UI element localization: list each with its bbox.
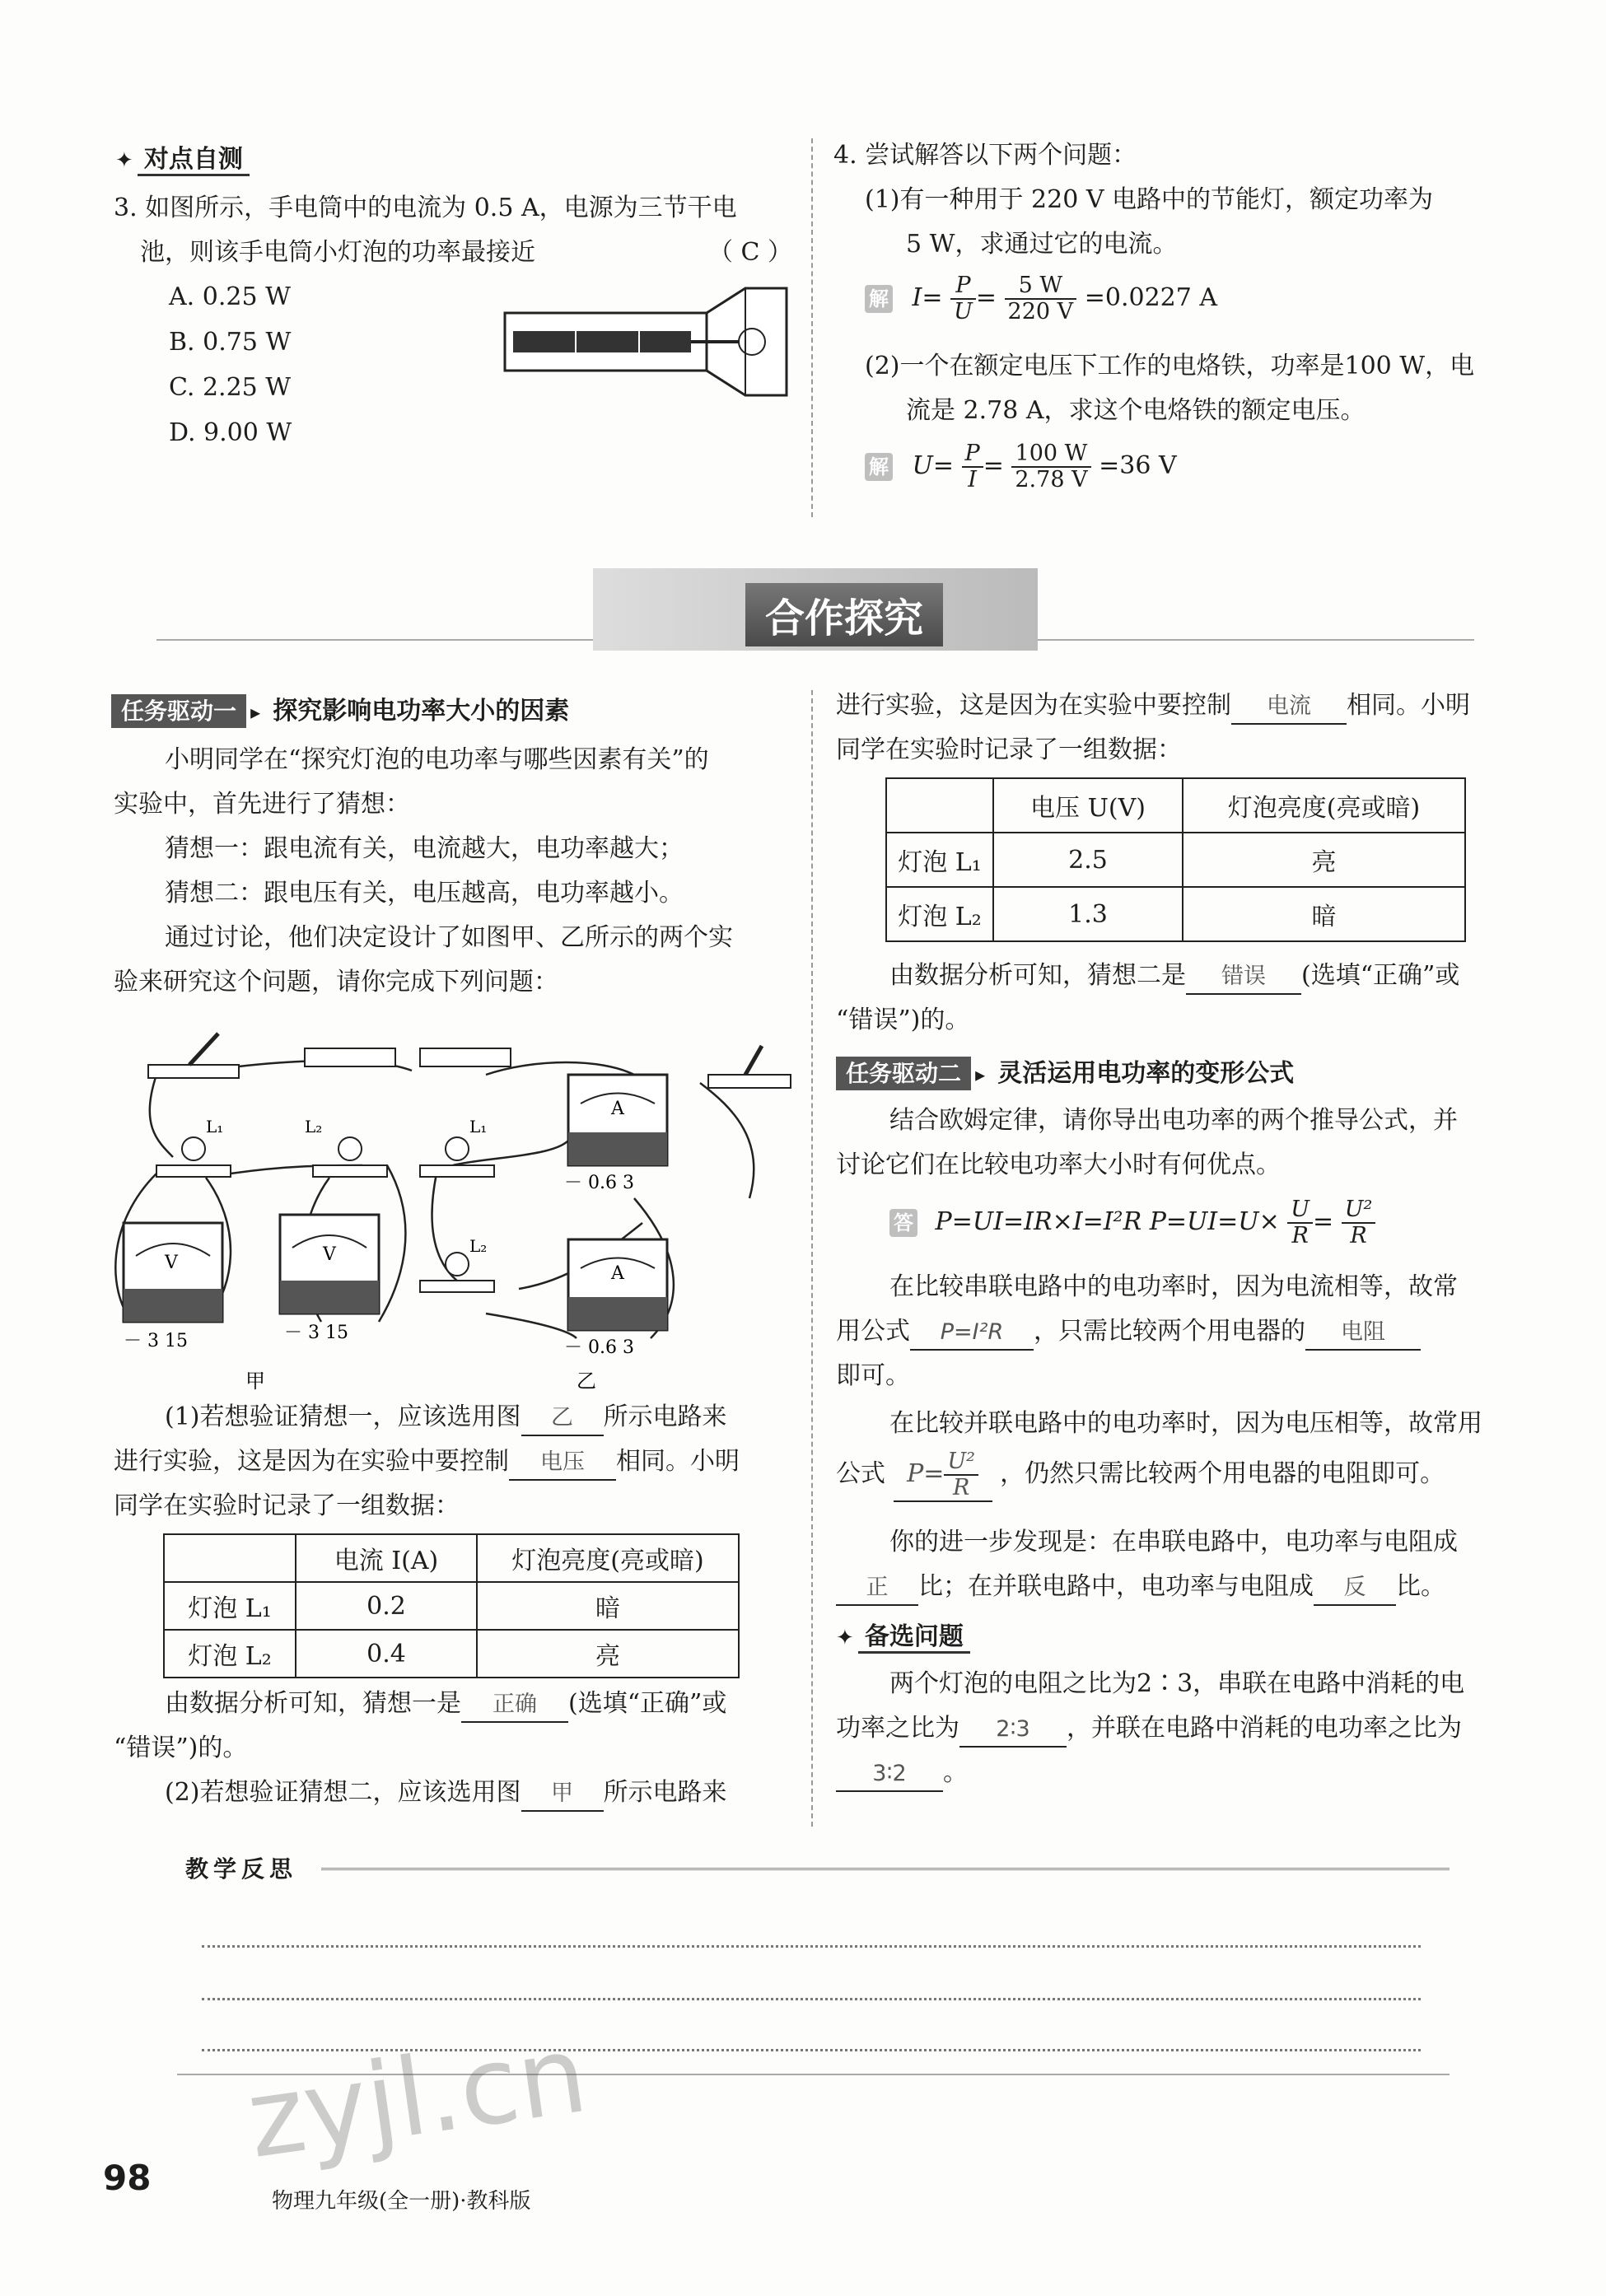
table-row: 电流 I(A) 灯泡亮度(亮或暗) xyxy=(164,1534,739,1582)
task2-line2: 讨论它们在比较电功率大小时有何优点。 xyxy=(836,1150,1281,1179)
da-badge: 答 xyxy=(889,1209,917,1237)
q1-blank-guess1[interactable]: 正确 xyxy=(461,1688,568,1723)
column-divider-bottom xyxy=(811,690,813,1827)
task1-line4: 猜想二：跟电压有关，电压越高，电功率越小。 xyxy=(165,879,684,908)
task2-label: 任务驱动二 xyxy=(836,1057,971,1090)
backup-line1: 两个灯泡的电阻之比为2∶3，串联在电路中消耗的电 xyxy=(889,1669,1465,1698)
self-test-tag xyxy=(115,138,250,175)
option-c: C. 2.25 W xyxy=(169,373,292,402)
q1-blank-control[interactable]: 电压 xyxy=(509,1446,616,1481)
svg-text:A: A xyxy=(611,1263,624,1284)
banner-title: 合作探究 xyxy=(745,583,943,646)
column-divider-top xyxy=(811,138,813,517)
svg-text:－ 0.6 3: － 0.6 3 xyxy=(564,1337,634,1358)
blank-series-compare[interactable]: 电阻 xyxy=(1305,1316,1421,1351)
sol1-result: =0.0227 A xyxy=(1084,283,1218,312)
label-l2-yi: L₂ xyxy=(469,1236,488,1256)
svg-text:－ 0.6 3: － 0.6 3 xyxy=(564,1173,634,1193)
r-line2: 同学在实验时记录了一组数据： xyxy=(836,735,1182,764)
task1-line6: 验来研究这个问题，请你完成下列问题： xyxy=(114,968,558,996)
q3-line2: 池，则该手电筒小灯泡的功率最接近 xyxy=(140,238,535,267)
finding-line1: 你的进一步发现是：在串联电路中，电功率与电阻成 xyxy=(889,1528,1458,1556)
table-row: 电压 U(V) 灯泡亮度(亮或暗) xyxy=(886,778,1465,833)
bulb-l1-yi xyxy=(420,1137,494,1177)
fig-label-jia: 甲 xyxy=(245,1370,265,1393)
task2-title: 灵活运用电功率的变形公式 xyxy=(997,1059,1295,1088)
formula-frac2: $\frac{\text{U²}}{R}$ xyxy=(1342,1197,1376,1248)
q1-blank-figure[interactable]: 乙 xyxy=(521,1402,604,1436)
table-row: 灯泡 L₂ 1.3 暗 xyxy=(886,887,1465,941)
table-row: 灯泡 L₂ 0.4 亮 xyxy=(164,1630,739,1678)
blank-series-relation[interactable]: 正 xyxy=(836,1571,918,1606)
reflection-rule xyxy=(321,1868,1450,1870)
fig-label-yi: 乙 xyxy=(577,1370,596,1393)
q2-blank-figure[interactable]: 甲 xyxy=(521,1777,604,1812)
parallel-line1: 在比较并联电路中的电功率时，因为电压相等，故常用 xyxy=(889,1409,1482,1438)
task2-header xyxy=(836,1052,1294,1089)
q1-line1: (1)若想验证猜想一，应该选用图 乙 所示电路来 xyxy=(165,1395,727,1440)
option-d: D. 9.00 W xyxy=(169,418,292,447)
table-row: 灯泡 L₁ 0.2 暗 xyxy=(164,1582,739,1630)
jie-badge: 解 xyxy=(865,285,893,313)
parallel-line2: 公式 P= $\frac{\text{U²}}{R}$ ，仍然只需比较两个用电器的电阻即可。 xyxy=(836,1449,1445,1500)
task1-label: 任务驱动一 xyxy=(111,694,246,728)
task1-title: 探究影响电功率大小的因素 xyxy=(273,697,570,726)
task1-line1: 小明同学在“探究灯泡的电功率与哪些因素有关”的 xyxy=(165,745,709,774)
svg-text:V: V xyxy=(165,1253,178,1273)
self-test-title: 对点自测 xyxy=(138,145,250,176)
r-line1: 进行实验，这是因为在实验中要控制 电流 相同。小明 xyxy=(836,684,1470,728)
sparkle-icon: ✦ xyxy=(836,1626,854,1650)
bulb-l2-yi xyxy=(420,1253,494,1292)
task1-line2: 实验中，首先进行了猜想： xyxy=(114,790,410,819)
flashlight-figure xyxy=(498,280,795,404)
series-line3: 即可。 xyxy=(836,1361,910,1390)
q4-part2-line1: (2)一个在额定电压下工作的电烙铁，功率是100 W，电 xyxy=(865,352,1475,380)
ammeter-yi-1 xyxy=(564,1075,667,1193)
q4-part1-line1: (1)有一种用于 220 V 电路中的节能灯，额定功率为 xyxy=(865,185,1434,214)
svg-text:－ 3 15: － 3 15 xyxy=(284,1323,348,1343)
option-a: A. 0.25 W xyxy=(169,282,291,311)
label-l2-jia: L₂ xyxy=(305,1117,323,1136)
jie-badge-2: 解 xyxy=(865,453,893,481)
backup-line2: 功率之比为 2∶3 ，并联在电路中消耗的电功率之比为 xyxy=(836,1706,1462,1751)
task1-line5: 通过讨论，他们决定设计了如图甲、乙所示的两个实 xyxy=(165,923,733,952)
option-b: B. 0.75 W xyxy=(169,328,292,357)
sol1-left: I= xyxy=(912,283,943,312)
sol1-frac2: $\frac{5 W}{220 V}$ xyxy=(1005,273,1077,324)
voltmeter-jia-2 xyxy=(280,1215,379,1343)
task2-line1: 结合欧姆定律，请你导出电功率的两个推导公式，并 xyxy=(889,1106,1458,1135)
arrow-right-icon: ▸ xyxy=(975,1063,986,1086)
sol2-result: =36 V xyxy=(1099,451,1177,480)
label-l1-jia: L₁ xyxy=(206,1117,224,1136)
backup-line3: 3∶2 。 xyxy=(836,1751,968,1795)
circuit-figure xyxy=(107,1009,799,1396)
page-number: 98 xyxy=(103,2158,152,2198)
blank-parallel-relation[interactable]: 反 xyxy=(1314,1571,1396,1606)
voltmeter-jia-1 xyxy=(124,1223,222,1351)
reflection-line-2[interactable] xyxy=(202,1998,1421,2000)
blank-parallel-ratio[interactable]: 3∶2 xyxy=(836,1757,943,1792)
table-row: 灯泡 L₁ 2.5 亮 xyxy=(886,833,1465,887)
table-voltage xyxy=(885,777,1466,942)
q1-conclusion-2: “错误”)的。 xyxy=(114,1734,248,1762)
task2-answer: 答 P=UI=IR×I=I²R P=UI=U× $\frac{U}{R}$ = $\frac{\text{U²}}{R}$ xyxy=(889,1197,1375,1248)
solution2: 解 U= $\frac{P}{I}$ = $\frac{100 W}{2.78 V}$ =36 V xyxy=(865,441,1177,492)
r-conclusion: 由数据分析可知，猜想二是 错误 (选填“正确”或 xyxy=(889,954,1459,998)
arrow-right-icon: ▸ xyxy=(250,701,261,724)
q3-answer: （ C ） xyxy=(708,238,793,267)
label-l1-yi: L₁ xyxy=(469,1117,488,1136)
q4-title: 4. 尝试解答以下两个问题： xyxy=(833,141,1137,170)
blank-parallel-formula[interactable]: P= $\frac{\text{U²}}{R}$ xyxy=(894,1449,992,1502)
backup-tag xyxy=(836,1616,970,1652)
formula-frac1: $\frac{U}{R}$ xyxy=(1287,1197,1313,1248)
svg-text:－ 3 15: － 3 15 xyxy=(124,1331,188,1351)
book-title: 物理九年级(全一册)·教科版 xyxy=(272,2189,531,2214)
task1-line3: 猜想一：跟电流有关，电流越大，电功率越大； xyxy=(165,834,684,863)
reflection-line-1[interactable] xyxy=(202,1945,1421,1948)
task1-header xyxy=(111,690,569,726)
sparkle-icon: ✦ xyxy=(115,148,133,173)
q2-line1: (2)若想验证猜想二，应该选用图 甲 所示电路来 xyxy=(165,1771,727,1815)
q1-conclusion: 由数据分析可知，猜想一是 正确 (选填“正确”或 xyxy=(165,1682,726,1726)
svg-text:A: A xyxy=(611,1099,624,1119)
blank-series-ratio[interactable]: 2∶3 xyxy=(959,1713,1067,1748)
table-current xyxy=(163,1533,740,1678)
q4-part2-line2: 流是 2.78 A，求这个电烙铁的额定电压。 xyxy=(906,396,1366,425)
q1-line2: 进行实验，这是因为在实验中要控制 电压 相同。小明 xyxy=(114,1440,740,1484)
solution1: 解 I= $\frac{P}{U}$ = $\frac{5 W}{220 V}$ =0.0227 A xyxy=(865,273,1217,324)
svg-text:V: V xyxy=(323,1244,336,1265)
bulb-l2-jia xyxy=(313,1137,387,1177)
sol2-frac1: $\frac{P}{I}$ xyxy=(962,441,983,492)
blank-series-formula[interactable]: P=I²R xyxy=(910,1316,1034,1351)
series-line2: 用公式 P=I²R ，只需比较两个用电器的 电阻 xyxy=(836,1309,1421,1354)
sol1-frac1: $\frac{P}{U}$ xyxy=(950,273,976,324)
sol2-frac2: $\frac{100 W}{2.78 V}$ xyxy=(1011,441,1090,492)
watermark-logo: zyjl.cn xyxy=(240,2011,595,2182)
q4-part1-line2: 5 W，求通过它的电流。 xyxy=(906,230,1178,259)
backup-title: 备选问题 xyxy=(858,1622,970,1654)
bulb-l1-jia xyxy=(156,1137,231,1177)
finding-line2: 正 比；在并联电路中，电功率与电阻成 反 比。 xyxy=(836,1565,1445,1609)
series-line1: 在比较串联电路中的电功率时，因为电流相等，故常 xyxy=(889,1272,1458,1301)
r-conclusion-2: “错误”)的。 xyxy=(836,1006,970,1034)
q3-line1: 3. 如图所示，手电筒中的电流为 0.5 A，电源为三节干电 xyxy=(114,194,737,222)
r-blank-control[interactable]: 电流 xyxy=(1231,690,1347,725)
sol2-left: U= xyxy=(912,451,954,480)
ammeter-yi-2 xyxy=(564,1239,667,1358)
q1-line3: 同学在实验时记录了一组数据： xyxy=(114,1491,460,1520)
r-blank-guess2[interactable]: 错误 xyxy=(1186,960,1301,995)
reflection-title: 教学反思 xyxy=(185,1855,298,1883)
